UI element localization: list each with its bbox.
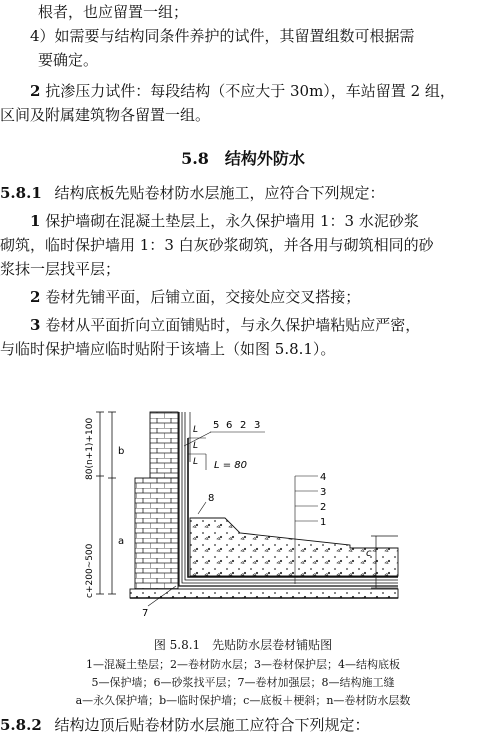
clause-text: 结构底板先贴卷材防水层施工，应符合下列规定： xyxy=(54,184,385,202)
figure-legend-line: 5—保护墙；6—砂浆找平层；7—卷材加强层；8—结构施工缝 xyxy=(91,676,395,689)
clause-5-8-1 xyxy=(0,181,486,205)
callout-2: 2 xyxy=(240,420,247,431)
section-title: 5.8 结构外防水 xyxy=(181,149,305,168)
callout-4: 4 xyxy=(320,472,327,483)
callout-5: 5 xyxy=(213,420,220,431)
item-text: 保护墙砌在混凝土垫层上，永久保护墙用 1：3 水泥砂浆 xyxy=(45,212,419,230)
label-c: c xyxy=(366,548,372,559)
dim-bottom-label: c+200~500 xyxy=(85,543,95,598)
figure-5-8-1 xyxy=(80,398,410,628)
callout-2r: 2 xyxy=(320,502,327,513)
structural-base-slab xyxy=(190,518,398,576)
callout-3: 3 xyxy=(254,420,261,431)
item-2b xyxy=(30,285,486,309)
item-text: 卷材先铺平面，后铺立面，交接处应交叉搭接； xyxy=(45,288,361,306)
item-number: 3 xyxy=(30,316,41,334)
paragraph-line: 砌筑，临时保护墙用 1：3 白灰砂浆砌筑，并各用与砌筑相同的砂 xyxy=(0,236,434,254)
paragraph-line: 与临时保护墙应临时贴附于该墙上（如图 5.8.1）。 xyxy=(0,340,336,358)
figure-legend-line: 1—混凝土垫层；2—卷材防水层；3—卷材保护层；4—结构底板 xyxy=(86,658,400,671)
clause-number: 5.8.1 xyxy=(0,184,42,202)
clause-5-8-2 xyxy=(0,713,486,737)
label-L-eq: L = 80 xyxy=(214,460,248,471)
label-L3: L xyxy=(193,457,199,467)
item-number: 2 xyxy=(30,82,41,100)
paragraph-line: 根者，也应留置一组； xyxy=(38,3,189,21)
callout-6: 6 xyxy=(226,420,233,431)
paragraph-line: 4）如需要与结构同条件养护的试件，其留置组数可根据需 xyxy=(30,27,415,45)
paragraph-line: 区间及附属建筑物各留置一组。 xyxy=(0,106,211,124)
label-L2: L xyxy=(193,441,199,451)
dim-top-label: 80(n+1)+100 xyxy=(85,417,95,480)
callout-3r: 3 xyxy=(320,487,327,498)
label-L1: L xyxy=(193,425,199,435)
callout-7: 7 xyxy=(142,608,149,619)
callout-8: 8 xyxy=(208,493,215,504)
item-text: 卷材从平面折向立面铺贴时，与永久保护墙粘贴应严密， xyxy=(45,316,421,334)
paragraph-line: 浆抹一层找平层； xyxy=(0,260,121,278)
item-number: 1 xyxy=(30,212,41,230)
item-1 xyxy=(30,209,486,233)
label-a: a xyxy=(118,536,125,547)
clause-number: 5.8.2 xyxy=(0,716,42,734)
item-2 xyxy=(30,79,486,103)
figure-legend-line: a—永久保护墙；b—临时保护墙；c—底板＋梗斜；n—卷材防水层数 xyxy=(75,694,411,707)
item-number: 2 xyxy=(30,288,41,306)
figure-caption: 图 5.8.1 先贴防水层卷材铺贴图 xyxy=(153,638,333,652)
clause-text: 结构边顶后贴卷材防水层施工应符合下列规定： xyxy=(54,716,370,734)
callout-1r: 1 xyxy=(320,517,327,528)
label-b: b xyxy=(118,446,125,457)
permanent-protective-wall xyxy=(135,478,178,596)
item-text: 抗渗压力试件：每段结构（不应大于 30m），车站留置 2 组， xyxy=(45,82,455,100)
temporary-protective-wall xyxy=(150,412,178,478)
item-3 xyxy=(30,313,486,337)
paragraph-line: 要确定。 xyxy=(38,51,99,69)
